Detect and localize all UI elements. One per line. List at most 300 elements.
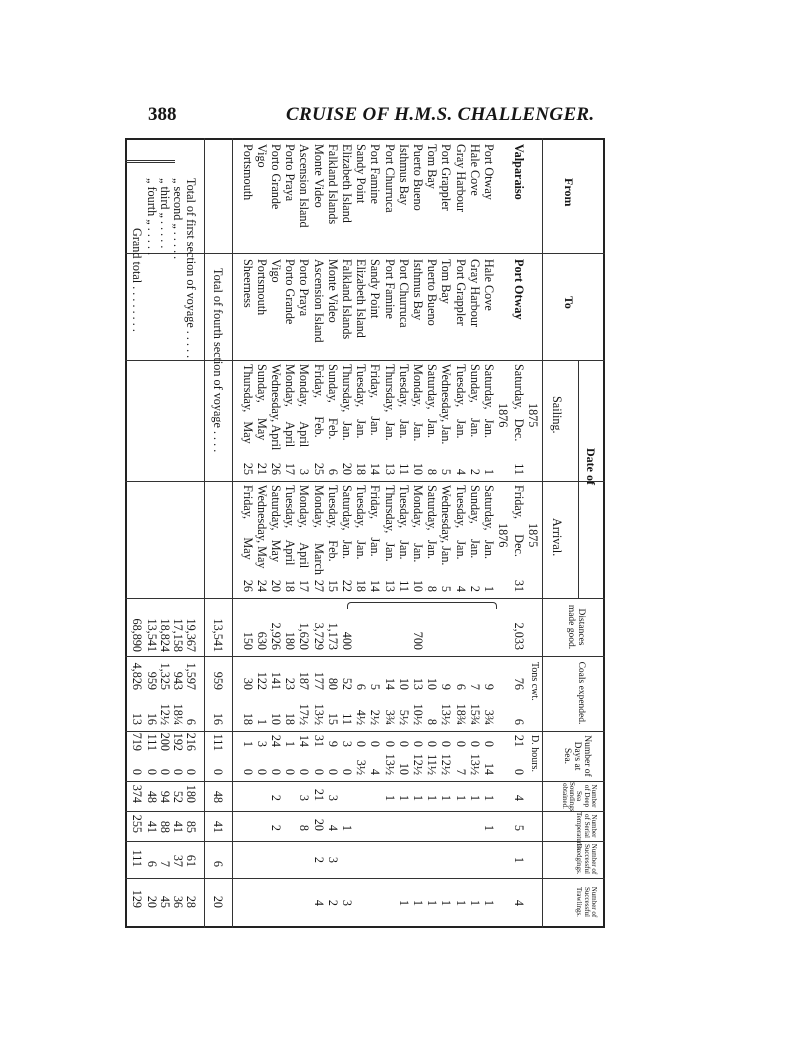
row-dredgings: 2 [311,856,326,863]
section-total-temperatures: 41 [211,820,225,833]
summary-total-soundings: 94 [158,790,172,803]
row-from: Falkland Islands [325,144,340,225]
distance-brace [347,602,497,609]
summary-total-cwt: 12½ [158,703,172,725]
header-distances: Distances made good. [566,604,586,650]
row-trawlings: 1 [453,899,468,906]
row-tons: 9 [439,683,454,690]
header-temperatures: Number of Serial Temperatures. [575,812,598,852]
grand-total-distance: 68,890 [130,618,144,652]
row-to: Gray Harbour [467,259,482,328]
row-hours: 0 [340,768,354,775]
row-arrival-day: 10 [411,579,425,592]
row-distance: 150 [240,631,255,650]
row-sailing: Monday, Jan. [411,364,425,442]
voyage-table [125,138,605,928]
row-soundings: 1 [425,794,440,801]
row-sailing: Sunday, May [254,364,269,441]
row-sailing-day: 25 [240,462,255,475]
row-days: 0 [396,740,411,747]
grand-total-trawlings: 129 [130,889,144,908]
row-sailing-day: 4 [453,468,468,475]
row-days: 0 [368,740,383,747]
row-arrival: Tuesday, April [283,485,298,566]
row-soundings: 2 [269,794,283,801]
row-from: Port Grappler [439,144,454,211]
table-rule [578,360,579,598]
row-temperatures: 20 [311,818,326,831]
row-distance: 2,926 [269,622,283,650]
units-coals: Tons cwt. [529,662,540,701]
row-days: 0 [453,740,468,747]
grand-total-label: Grand total . . . . . . . . [130,228,144,332]
row-hours: 0 [269,768,283,775]
grand-total-temperatures: 255 [130,814,144,833]
table-rule [232,138,233,928]
row-cwt: 4½ [354,709,369,725]
row-arrival: Friday, Dec. [512,485,526,557]
grand-total-cwt: 13 [130,712,144,725]
header-sailing: Sailing. [550,396,564,434]
row-soundings: 1 [467,794,482,801]
row-from: Portsmouth [240,144,255,201]
row-sailing: Tuesday, Jan. [354,364,369,439]
row-from: Port Otway [482,144,496,200]
row-tons: 10 [396,677,411,690]
row-arrival-day: 18 [283,579,298,592]
row-trawlings: 1 [439,899,454,906]
row-arrival-day: 4 [453,585,468,592]
row-arrival: Monday, March [311,485,326,575]
table-rule [125,841,605,842]
year-arrival-1876: 1876 [496,523,510,548]
row-days: 0 [382,740,397,747]
table-rule [125,481,605,482]
row-distance: 3,729 [311,622,326,650]
row-sailing-day: 11 [396,463,411,475]
section-total-distance: 13,541 [211,618,225,652]
row-to: Port Otway [512,259,526,320]
row-from: Elizabeth Island [340,144,354,223]
row-days: 0 [482,740,496,747]
row-temperatures: 4 [325,824,340,831]
row-days: 0 [467,740,482,747]
row-soundings: 1 [382,794,397,801]
summary-total-days: 192 [171,732,185,751]
summary-total-days: 200 [158,732,172,751]
row-tons: 9 [482,683,496,690]
summary-total-trawlings: 28 [184,895,198,908]
row-distance: 180 [283,631,298,650]
summary-total-tons: 943 [171,671,185,690]
summary-total-trawlings: 45 [158,895,172,908]
row-tons: 5 [368,683,383,690]
table-rule [542,138,543,928]
row-to: Elizabeth Island [354,259,369,338]
row-to: Porto Praya [297,259,312,317]
row-tons: 13 [411,677,425,690]
section-total-trawlings: 20 [211,895,225,908]
row-sailing: Friday, Jan. [368,364,383,436]
summary-total-hours: 0 [184,768,198,775]
row-distance: 700 [411,631,425,650]
row-arrival: Saturday, Jan. [425,485,440,560]
row-soundings: 1 [396,794,411,801]
row-distance: 1,173 [325,622,340,650]
row-cwt: 8 [425,718,440,725]
row-from: Valparaiso [512,144,526,200]
page-header [90,104,620,128]
row-from: Monte Video [311,144,326,208]
year-sailing-1875: 1875 [526,403,540,428]
summary-total-hours: 0 [158,768,172,775]
row-temperatures: 2 [269,824,283,831]
row-from: Sandy Point [354,144,369,204]
row-sailing-day: 10 [411,462,425,475]
row-trawlings: 1 [411,899,425,906]
row-arrival-day: 20 [269,579,283,592]
row-sailing: Wednesday, Jan. [439,364,454,445]
summary-total-hours: 0 [145,768,159,775]
row-arrival: Saturday, May [269,485,283,563]
row-sailing-day: 1 [482,468,496,475]
row-sailing-day: 11 [512,463,526,475]
row-arrival: Tuesday, Jan. [396,485,411,560]
row-cwt: 6 [512,718,526,725]
row-temperatures: 1 [340,824,354,831]
summary-total-soundings: 48 [145,790,159,803]
header-to: To [562,296,576,309]
row-cwt: 13½ [439,703,454,725]
row-days: 0 [354,740,369,747]
table-rule [125,360,605,361]
row-arrival-day: 14 [368,579,383,592]
row-tons: 122 [254,671,269,690]
row-days: 14 [297,734,312,747]
grand-total-dredgings: 111 [130,849,144,867]
row-to: Port Churruca [396,259,411,328]
summary-total-label: „ second „ . . . . . [171,178,185,260]
row-hours: 13½ [382,753,397,775]
row-sailing-day: 21 [254,462,269,475]
row-tons: 10 [425,677,440,690]
row-arrival: Friday, Jan. [368,485,383,557]
row-distance: 400 [340,631,354,650]
row-to: Falkland Islands [340,259,354,340]
row-sailing: Tuesday, Jan. [396,364,411,439]
row-cwt: 15 [325,712,340,725]
summary-total-temperatures: 85 [184,820,198,833]
row-from: Gray Harbour [453,144,468,213]
header-from: From [562,178,576,207]
row-cwt: 18¾ [453,703,468,725]
row-tons: 52 [340,677,354,690]
row-to: Portsmouth [254,259,269,316]
row-from: Vigo [254,144,269,168]
grand-total-soundings: 374 [130,784,144,803]
row-arrival: Monday, April [297,485,312,569]
summary-total-label: Total of first section of voyage . . . . . [184,178,198,359]
row-arrival-day: 17 [297,579,312,592]
row-tons: 30 [240,677,255,690]
row-hours: 7 [453,768,468,775]
row-from: Porto Praya [283,144,298,202]
row-arrival: Tuesday, Jan. [354,485,369,560]
header-trawlings: Number of Successful Trawlings. [575,886,598,918]
table-rule [125,656,605,657]
row-hours: 12½ [411,753,425,775]
table-rule [125,731,605,732]
row-sailing: Monday, April [297,364,312,448]
table-rule [125,598,605,599]
row-trawlings: 4 [512,899,526,906]
row-hours: 0 [311,768,326,775]
row-days: 24 [269,734,283,747]
row-sailing-day: 26 [269,462,283,475]
row-trawlings: 3 [340,899,354,906]
summary-total-soundings: 180 [184,784,198,803]
row-hours: 10 [396,762,411,775]
row-sailing-day: 13 [382,462,397,475]
row-to: Port Famine [382,259,397,319]
row-from: Port Churruca [382,144,397,213]
row-sailing-day: 17 [283,462,298,475]
row-hours: 11½ [425,754,440,775]
row-sailing-day: 25 [311,462,326,475]
row-days: 0 [411,740,425,747]
row-cwt: 13½ [311,703,326,725]
grand-total-hours: 0 [130,768,144,775]
summary-total-hours: 0 [171,768,185,775]
row-arrival: Sunday, Jan. [467,485,482,559]
row-to: Vigo [269,259,283,283]
row-tons: 187 [297,671,312,690]
row-arrival-day: 15 [325,579,340,592]
row-arrival-day: 26 [240,579,255,592]
row-cwt: 10 [269,712,283,725]
summary-total-cwt: 18¼ [171,703,185,725]
row-cwt: 11 [340,713,354,725]
row-sailing-day: 8 [425,468,440,475]
row-sailing: Tuesday, Jan. [453,364,468,439]
row-hours: 14 [482,762,496,775]
summary-total-tons: 1,597 [184,662,198,690]
row-distance: 630 [254,631,269,650]
summary-total-dredgings: 7 [158,860,172,867]
row-hours: 0 [283,768,298,775]
row-trawlings: 1 [396,899,411,906]
summary-total-dredgings: 61 [184,854,198,867]
row-from: Ascension Island [297,144,312,228]
row-sailing: Saturday, Dec. [512,364,526,442]
row-cwt: 3¾ [482,709,496,725]
row-soundings: 1 [453,794,468,801]
summary-total-distance: 13,541 [145,618,159,652]
row-from: Tom Bay [425,144,440,189]
header-arrival: Arrival. [550,518,564,557]
row-sailing: Thursday, Jan. [382,364,397,441]
row-arrival: Wednesday, Jan. [439,485,454,566]
summary-total-tons: 1,325 [158,662,172,690]
page-number: 388 [148,104,177,125]
row-days: 3 [254,740,269,747]
row-days: 0 [439,740,454,747]
row-sailing: Thursday, Jan. [340,364,354,441]
row-days: 9 [325,740,340,747]
row-temperatures: 1 [482,824,496,831]
summary-total-distance: 17,158 [171,618,185,652]
row-to: Sheerness [240,259,255,308]
row-soundings: 3 [297,794,312,801]
table-rule [125,781,605,782]
row-sailing-day: 18 [354,462,369,475]
summary-total-temperatures: 41 [145,820,159,833]
row-hours: 0 [297,768,312,775]
row-tons: 23 [283,677,298,690]
row-sailing: Saturday, Jan. [482,364,496,439]
row-to: Porto Grande [283,259,298,325]
summary-total-distance: 18,824 [158,618,172,652]
grand-total-tons: 4,826 [130,662,144,690]
row-from: Isthmus Bay [396,144,411,206]
header-date-of: Date of [584,448,598,485]
row-days: 21 [512,734,526,747]
row-days: 0 [425,740,440,747]
summary-total-temperatures: 88 [158,820,172,833]
row-from: Puerto Bueno [411,144,425,211]
row-trawlings: 2 [325,899,340,906]
row-sailing: Thursday, May [240,364,255,444]
row-tons: 141 [269,671,283,690]
row-arrival: Monday, Jan. [411,485,425,563]
row-sailing: Saturday, Jan. [425,364,440,439]
row-sailing: Wednesday, April [269,364,283,451]
row-tons: 76 [512,677,526,690]
row-tons: 6 [453,683,468,690]
table-rule [125,811,605,812]
row-tons: 14 [382,677,397,690]
summary-total-tons: 959 [145,671,159,690]
section-total-cwt: 16 [211,712,225,725]
row-arrival: Tuesday, Jan. [453,485,468,560]
row-from: Port Famine [368,144,383,204]
row-to: Tom Bay [439,259,454,304]
summary-total-label: „ fourth „ . . . . . [145,178,159,256]
row-hours: 0 [254,768,269,775]
row-trawlings: 1 [482,899,496,906]
summary-total-temperatures: 41 [171,820,185,833]
row-arrival: Saturday, Jan. [340,485,354,560]
row-arrival-day: 2 [467,585,482,592]
row-arrival: Friday, May [240,485,255,560]
row-to: Port Grappler [453,259,468,326]
row-trawlings: 1 [425,899,440,906]
row-days: 1 [283,740,298,747]
summary-total-label: „ third „ . . . . . [158,178,172,249]
row-arrival-day: 18 [354,579,369,592]
summary-total-distance: 19,367 [184,618,198,652]
header-coals: Coals expended. [576,661,586,725]
row-arrival-day: 11 [396,580,411,592]
row-hours: 0 [512,768,526,775]
row-temperatures: 8 [297,824,312,831]
row-cwt: 5½ [396,709,411,725]
row-soundings: 21 [311,788,326,801]
row-to: Monte Video [325,259,340,323]
summary-total-cwt: 16 [145,712,159,725]
row-hours: 13½ [467,753,482,775]
row-hours: 0 [325,768,340,775]
row-hours: 12½ [439,753,454,775]
row-arrival: Saturday, Jan. [482,485,496,560]
row-hours: 3½ [354,759,369,775]
row-sailing: Friday, Feb. [311,364,326,438]
row-cwt: 17½ [297,703,312,725]
year-arrival-1875: 1875 [526,523,540,548]
row-to: Hale Cove [482,259,496,311]
summary-total-soundings: 52 [171,790,185,803]
row-soundings: 1 [411,794,425,801]
row-arrival-day: 13 [382,579,397,592]
row-distance: 1,620 [297,622,312,650]
header-soundings: Number of Deep Sea Soundings obtained. [560,782,598,812]
row-to: Isthmus Bay [411,259,425,321]
row-cwt: 1 [254,718,269,725]
summary-total-days: 216 [184,732,198,751]
row-tons: 6 [354,683,369,690]
row-dredgings: 3 [325,856,340,863]
summary-total-trawlings: 36 [171,895,185,908]
row-arrival-day: 27 [311,579,326,592]
row-sailing-day: 2 [467,468,482,475]
row-arrival: Thursday, Jan. [382,485,397,562]
row-cwt: 15¾ [467,703,482,725]
row-arrival-day: 24 [254,579,269,592]
row-days: 31 [311,734,326,747]
row-from: Hale Cove [467,144,482,196]
row-arrival-day: 1 [482,585,496,592]
row-arrival: Wednesday, May [254,485,269,569]
row-distance: 2,033 [512,622,526,650]
row-cwt: 3¾ [382,709,397,725]
table-rule [204,138,205,928]
row-trawlings: 1 [467,899,482,906]
row-tons: 177 [311,671,326,690]
row-sailing-day: 6 [325,468,340,475]
summary-total-dredgings: 6 [145,860,159,867]
row-tons: 80 [325,677,340,690]
row-arrival-day: 22 [340,579,354,592]
row-to: Puerto Bueno [425,259,440,326]
row-hours: 0 [240,768,255,775]
section-total-label: Total of fourth section of voyage . . . . [211,268,225,453]
table-rule [125,878,605,879]
section-total-soundings: 48 [211,790,225,803]
row-tons: 7 [467,683,482,690]
row-arrival-day: 31 [512,579,526,592]
row-cwt: 2½ [368,709,383,725]
row-from: Porto Grande [269,144,283,210]
row-dredgings: 1 [512,856,526,863]
row-arrival: Tuesday, Feb. [325,485,340,562]
row-days: 1 [240,740,255,747]
table-rule [125,160,175,163]
running-title: CRUISE OF H.M.S. CHALLENGER. [286,104,595,125]
row-temperatures: 5 [512,824,526,831]
section-total-dredgings: 6 [211,860,225,867]
summary-total-cwt: 6 [184,718,198,725]
row-cwt: 18 [240,712,255,725]
